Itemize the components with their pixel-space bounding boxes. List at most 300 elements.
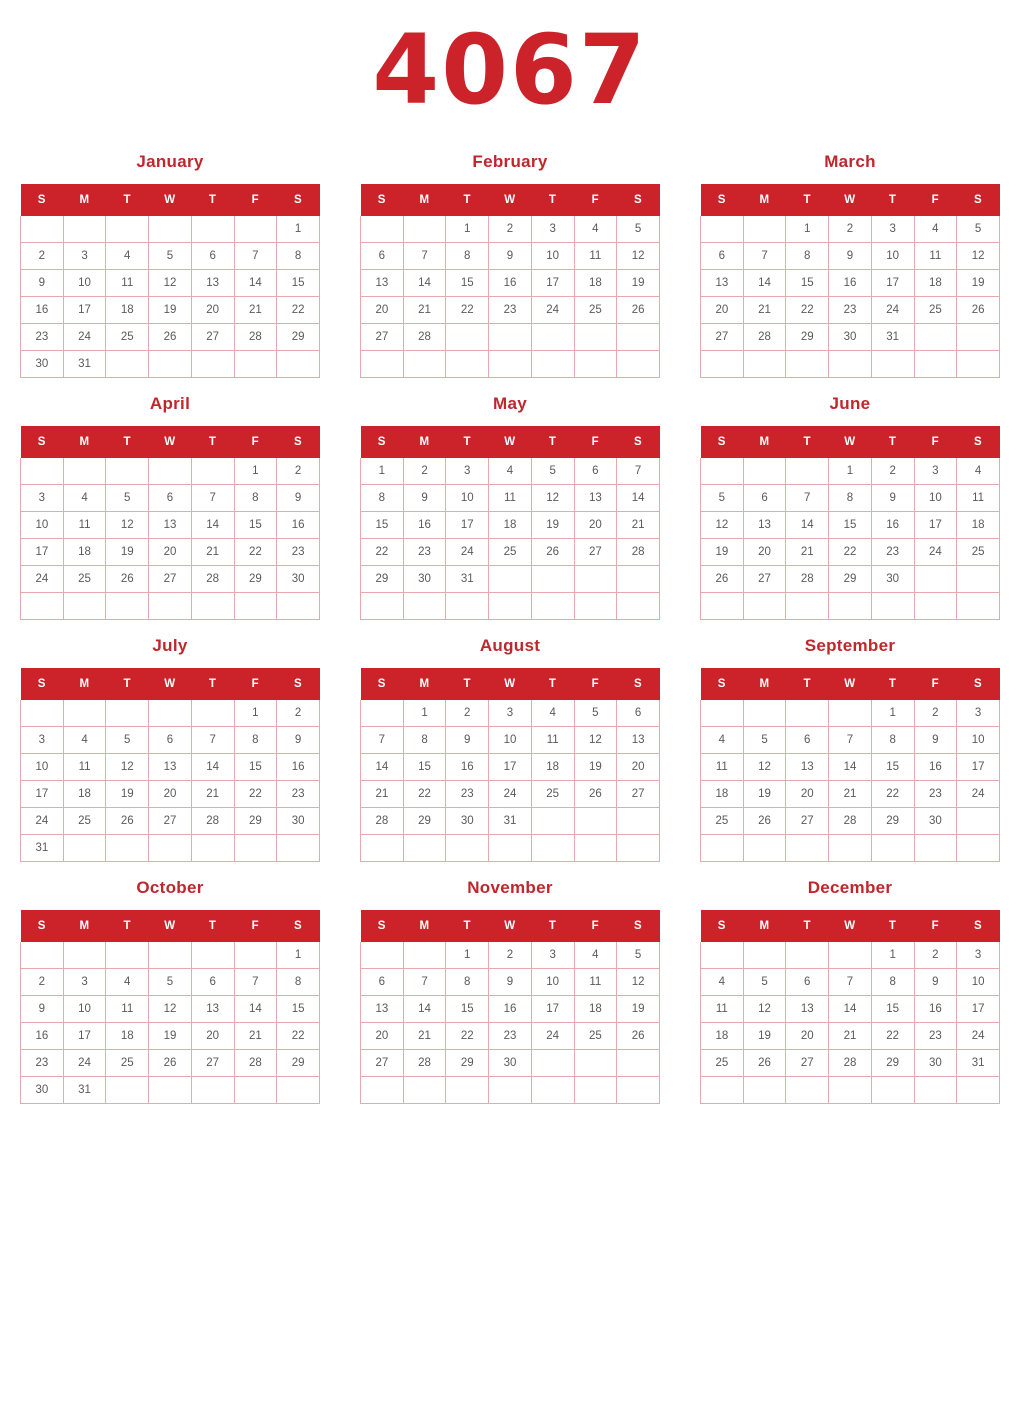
day-cell[interactable]: 26 [531,539,574,566]
day-cell[interactable]: 16 [871,512,914,539]
day-cell[interactable]: 13 [617,727,660,754]
day-cell[interactable]: 12 [617,243,660,270]
day-cell[interactable]: 26 [701,566,744,593]
day-cell[interactable]: 31 [957,1050,1000,1077]
day-cell[interactable]: 25 [701,1050,744,1077]
day-cell[interactable]: 23 [914,781,957,808]
day-cell[interactable]: 5 [149,243,192,270]
day-cell[interactable]: 8 [871,727,914,754]
day-cell[interactable]: 13 [361,270,404,297]
day-cell[interactable]: 2 [21,969,64,996]
day-cell[interactable]: 12 [149,270,192,297]
day-cell[interactable]: 12 [574,727,617,754]
day-cell[interactable]: 12 [106,754,149,781]
day-cell[interactable]: 4 [957,458,1000,485]
day-cell[interactable]: 22 [403,781,446,808]
day-cell[interactable]: 15 [234,754,277,781]
day-cell[interactable]: 11 [701,754,744,781]
day-cell[interactable]: 3 [63,969,106,996]
day-cell[interactable]: 2 [829,216,872,243]
day-cell[interactable]: 8 [234,727,277,754]
day-cell[interactable]: 19 [149,297,192,324]
day-cell[interactable]: 2 [21,243,64,270]
day-cell[interactable]: 14 [786,512,829,539]
day-cell[interactable]: 30 [489,1050,532,1077]
day-cell[interactable]: 21 [191,781,234,808]
day-cell[interactable]: 18 [531,754,574,781]
day-cell[interactable]: 23 [489,297,532,324]
day-cell[interactable]: 25 [63,566,106,593]
day-cell[interactable]: 16 [914,996,957,1023]
day-cell[interactable]: 23 [403,539,446,566]
day-cell[interactable]: 18 [489,512,532,539]
day-cell[interactable]: 29 [361,566,404,593]
day-cell[interactable]: 17 [63,297,106,324]
day-cell[interactable]: 8 [234,485,277,512]
day-cell[interactable]: 6 [617,700,660,727]
day-cell[interactable]: 26 [743,808,786,835]
day-cell[interactable]: 22 [361,539,404,566]
day-cell[interactable]: 17 [957,754,1000,781]
day-cell[interactable]: 28 [403,1050,446,1077]
day-cell[interactable]: 19 [743,781,786,808]
day-cell[interactable]: 4 [574,216,617,243]
day-cell[interactable]: 2 [914,700,957,727]
day-cell[interactable]: 20 [786,1023,829,1050]
day-cell[interactable]: 6 [361,969,404,996]
day-cell[interactable]: 7 [829,969,872,996]
day-cell[interactable]: 18 [701,1023,744,1050]
day-cell[interactable]: 26 [106,566,149,593]
day-cell[interactable]: 24 [871,297,914,324]
day-cell[interactable]: 23 [21,1050,64,1077]
day-cell[interactable]: 2 [489,942,532,969]
day-cell[interactable]: 25 [106,1050,149,1077]
day-cell[interactable]: 20 [191,297,234,324]
day-cell[interactable]: 17 [63,1023,106,1050]
day-cell[interactable]: 6 [574,458,617,485]
day-cell[interactable]: 3 [957,942,1000,969]
day-cell[interactable]: 4 [914,216,957,243]
day-cell[interactable]: 17 [489,754,532,781]
day-cell[interactable]: 11 [957,485,1000,512]
day-cell[interactable]: 18 [957,512,1000,539]
day-cell[interactable]: 22 [277,297,320,324]
day-cell[interactable]: 14 [617,485,660,512]
day-cell[interactable]: 13 [191,996,234,1023]
day-cell[interactable]: 7 [617,458,660,485]
day-cell[interactable]: 29 [277,324,320,351]
day-cell[interactable]: 15 [829,512,872,539]
day-cell[interactable]: 1 [234,700,277,727]
day-cell[interactable]: 14 [403,270,446,297]
day-cell[interactable]: 30 [914,808,957,835]
day-cell[interactable]: 20 [701,297,744,324]
day-cell[interactable]: 22 [786,297,829,324]
day-cell[interactable]: 1 [446,216,489,243]
day-cell[interactable]: 11 [63,512,106,539]
day-cell[interactable]: 30 [871,566,914,593]
day-cell[interactable]: 5 [574,700,617,727]
day-cell[interactable]: 8 [361,485,404,512]
day-cell[interactable]: 9 [489,969,532,996]
day-cell[interactable]: 9 [914,969,957,996]
day-cell[interactable]: 18 [574,996,617,1023]
day-cell[interactable]: 10 [446,485,489,512]
day-cell[interactable]: 14 [829,754,872,781]
day-cell[interactable]: 10 [957,727,1000,754]
day-cell[interactable]: 25 [106,324,149,351]
day-cell[interactable]: 20 [617,754,660,781]
day-cell[interactable]: 19 [531,512,574,539]
day-cell[interactable]: 29 [234,808,277,835]
day-cell[interactable]: 14 [191,754,234,781]
day-cell[interactable]: 3 [871,216,914,243]
day-cell[interactable]: 13 [574,485,617,512]
day-cell[interactable]: 7 [234,243,277,270]
day-cell[interactable]: 24 [914,539,957,566]
day-cell[interactable]: 4 [106,969,149,996]
day-cell[interactable]: 24 [63,1050,106,1077]
day-cell[interactable]: 25 [914,297,957,324]
day-cell[interactable]: 23 [914,1023,957,1050]
day-cell[interactable]: 3 [531,216,574,243]
day-cell[interactable]: 5 [531,458,574,485]
day-cell[interactable]: 26 [149,324,192,351]
day-cell[interactable]: 21 [234,297,277,324]
day-cell[interactable]: 12 [106,512,149,539]
day-cell[interactable]: 27 [617,781,660,808]
day-cell[interactable]: 10 [489,727,532,754]
day-cell[interactable]: 22 [234,539,277,566]
day-cell[interactable]: 18 [701,781,744,808]
day-cell[interactable]: 14 [191,512,234,539]
day-cell[interactable]: 23 [871,539,914,566]
day-cell[interactable]: 13 [786,996,829,1023]
day-cell[interactable]: 18 [574,270,617,297]
day-cell[interactable]: 16 [21,297,64,324]
day-cell[interactable]: 27 [701,324,744,351]
day-cell[interactable]: 11 [914,243,957,270]
day-cell[interactable]: 9 [21,996,64,1023]
day-cell[interactable]: 22 [871,781,914,808]
day-cell[interactable]: 13 [786,754,829,781]
day-cell[interactable]: 4 [63,485,106,512]
day-cell[interactable]: 14 [743,270,786,297]
day-cell[interactable]: 14 [829,996,872,1023]
day-cell[interactable]: 25 [489,539,532,566]
day-cell[interactable]: 12 [701,512,744,539]
day-cell[interactable]: 15 [277,996,320,1023]
day-cell[interactable]: 17 [957,996,1000,1023]
day-cell[interactable]: 3 [957,700,1000,727]
day-cell[interactable]: 2 [277,700,320,727]
day-cell[interactable]: 6 [191,243,234,270]
day-cell[interactable]: 25 [957,539,1000,566]
day-cell[interactable]: 22 [829,539,872,566]
day-cell[interactable]: 31 [63,351,106,378]
day-cell[interactable]: 19 [106,539,149,566]
day-cell[interactable]: 12 [531,485,574,512]
day-cell[interactable]: 22 [446,1023,489,1050]
day-cell[interactable]: 24 [21,566,64,593]
day-cell[interactable]: 31 [489,808,532,835]
day-cell[interactable]: 4 [701,727,744,754]
day-cell[interactable]: 30 [829,324,872,351]
day-cell[interactable]: 1 [871,942,914,969]
day-cell[interactable]: 27 [191,1050,234,1077]
day-cell[interactable]: 21 [234,1023,277,1050]
day-cell[interactable]: 10 [63,270,106,297]
day-cell[interactable]: 31 [21,835,64,862]
day-cell[interactable]: 18 [63,781,106,808]
day-cell[interactable]: 25 [701,808,744,835]
day-cell[interactable]: 24 [957,1023,1000,1050]
day-cell[interactable]: 23 [277,539,320,566]
day-cell[interactable]: 13 [191,270,234,297]
day-cell[interactable]: 15 [403,754,446,781]
day-cell[interactable]: 12 [957,243,1000,270]
day-cell[interactable]: 4 [106,243,149,270]
day-cell[interactable]: 18 [914,270,957,297]
day-cell[interactable]: 19 [957,270,1000,297]
day-cell[interactable]: 1 [871,700,914,727]
day-cell[interactable]: 5 [106,727,149,754]
day-cell[interactable]: 15 [871,996,914,1023]
day-cell[interactable]: 28 [234,1050,277,1077]
day-cell[interactable]: 27 [149,808,192,835]
day-cell[interactable]: 22 [277,1023,320,1050]
day-cell[interactable]: 11 [106,270,149,297]
day-cell[interactable]: 25 [574,297,617,324]
day-cell[interactable]: 8 [871,969,914,996]
day-cell[interactable]: 9 [829,243,872,270]
day-cell[interactable]: 4 [574,942,617,969]
day-cell[interactable]: 8 [786,243,829,270]
day-cell[interactable]: 11 [531,727,574,754]
day-cell[interactable]: 27 [786,1050,829,1077]
day-cell[interactable]: 7 [191,485,234,512]
day-cell[interactable]: 26 [106,808,149,835]
day-cell[interactable]: 29 [446,1050,489,1077]
day-cell[interactable]: 24 [21,808,64,835]
day-cell[interactable]: 4 [531,700,574,727]
day-cell[interactable]: 9 [489,243,532,270]
day-cell[interactable]: 16 [829,270,872,297]
day-cell[interactable]: 21 [403,1023,446,1050]
day-cell[interactable]: 20 [574,512,617,539]
day-cell[interactable]: 12 [743,996,786,1023]
day-cell[interactable]: 1 [446,942,489,969]
day-cell[interactable]: 28 [829,1050,872,1077]
day-cell[interactable]: 8 [446,243,489,270]
day-cell[interactable]: 13 [361,996,404,1023]
day-cell[interactable]: 28 [361,808,404,835]
day-cell[interactable]: 7 [786,485,829,512]
day-cell[interactable]: 8 [277,969,320,996]
day-cell[interactable]: 30 [403,566,446,593]
day-cell[interactable]: 17 [871,270,914,297]
day-cell[interactable]: 6 [149,485,192,512]
day-cell[interactable]: 2 [277,458,320,485]
day-cell[interactable]: 1 [234,458,277,485]
day-cell[interactable]: 29 [234,566,277,593]
day-cell[interactable]: 20 [786,781,829,808]
day-cell[interactable]: 16 [446,754,489,781]
day-cell[interactable]: 6 [149,727,192,754]
day-cell[interactable]: 26 [743,1050,786,1077]
day-cell[interactable]: 15 [234,512,277,539]
day-cell[interactable]: 1 [786,216,829,243]
day-cell[interactable]: 3 [63,243,106,270]
day-cell[interactable]: 28 [403,324,446,351]
day-cell[interactable]: 25 [63,808,106,835]
day-cell[interactable]: 14 [234,270,277,297]
day-cell[interactable]: 29 [871,1050,914,1077]
day-cell[interactable]: 3 [489,700,532,727]
day-cell[interactable]: 24 [63,324,106,351]
day-cell[interactable]: 29 [786,324,829,351]
day-cell[interactable]: 29 [829,566,872,593]
day-cell[interactable]: 15 [361,512,404,539]
day-cell[interactable]: 27 [361,1050,404,1077]
day-cell[interactable]: 4 [63,727,106,754]
day-cell[interactable]: 16 [277,754,320,781]
day-cell[interactable]: 22 [234,781,277,808]
day-cell[interactable]: 19 [106,781,149,808]
day-cell[interactable]: 26 [617,1023,660,1050]
day-cell[interactable]: 25 [574,1023,617,1050]
day-cell[interactable]: 28 [191,808,234,835]
day-cell[interactable]: 26 [617,297,660,324]
day-cell[interactable]: 20 [361,297,404,324]
day-cell[interactable]: 16 [489,996,532,1023]
day-cell[interactable]: 3 [21,485,64,512]
day-cell[interactable]: 2 [914,942,957,969]
day-cell[interactable]: 6 [191,969,234,996]
day-cell[interactable]: 15 [277,270,320,297]
day-cell[interactable]: 28 [743,324,786,351]
day-cell[interactable]: 5 [957,216,1000,243]
day-cell[interactable]: 11 [574,969,617,996]
day-cell[interactable]: 30 [277,808,320,835]
day-cell[interactable]: 19 [617,270,660,297]
day-cell[interactable]: 29 [277,1050,320,1077]
day-cell[interactable]: 16 [21,1023,64,1050]
day-cell[interactable]: 18 [106,297,149,324]
day-cell[interactable]: 24 [531,1023,574,1050]
day-cell[interactable]: 3 [21,727,64,754]
day-cell[interactable]: 27 [149,566,192,593]
day-cell[interactable]: 21 [829,781,872,808]
day-cell[interactable]: 15 [446,270,489,297]
day-cell[interactable]: 3 [914,458,957,485]
day-cell[interactable]: 9 [871,485,914,512]
day-cell[interactable]: 10 [63,996,106,1023]
day-cell[interactable]: 28 [786,566,829,593]
day-cell[interactable]: 20 [191,1023,234,1050]
day-cell[interactable]: 9 [277,485,320,512]
day-cell[interactable]: 1 [277,216,320,243]
day-cell[interactable]: 23 [277,781,320,808]
day-cell[interactable]: 29 [403,808,446,835]
day-cell[interactable]: 24 [489,781,532,808]
day-cell[interactable]: 9 [403,485,446,512]
day-cell[interactable]: 27 [786,808,829,835]
day-cell[interactable]: 6 [701,243,744,270]
day-cell[interactable]: 19 [574,754,617,781]
day-cell[interactable]: 22 [446,297,489,324]
day-cell[interactable]: 21 [361,781,404,808]
day-cell[interactable]: 7 [361,727,404,754]
day-cell[interactable]: 27 [743,566,786,593]
day-cell[interactable]: 26 [957,297,1000,324]
day-cell[interactable]: 11 [701,996,744,1023]
day-cell[interactable]: 20 [149,781,192,808]
day-cell[interactable]: 21 [191,539,234,566]
day-cell[interactable]: 19 [743,1023,786,1050]
day-cell[interactable]: 1 [361,458,404,485]
day-cell[interactable]: 9 [446,727,489,754]
day-cell[interactable]: 6 [786,969,829,996]
day-cell[interactable]: 3 [531,942,574,969]
day-cell[interactable]: 6 [786,727,829,754]
day-cell[interactable]: 13 [701,270,744,297]
day-cell[interactable]: 10 [871,243,914,270]
day-cell[interactable]: 5 [743,727,786,754]
day-cell[interactable]: 13 [149,512,192,539]
day-cell[interactable]: 21 [829,1023,872,1050]
day-cell[interactable]: 13 [743,512,786,539]
day-cell[interactable]: 23 [21,324,64,351]
day-cell[interactable]: 5 [743,969,786,996]
day-cell[interactable]: 8 [829,485,872,512]
day-cell[interactable]: 7 [403,243,446,270]
day-cell[interactable]: 19 [701,539,744,566]
day-cell[interactable]: 8 [403,727,446,754]
day-cell[interactable]: 18 [106,1023,149,1050]
day-cell[interactable]: 27 [191,324,234,351]
day-cell[interactable]: 11 [63,754,106,781]
day-cell[interactable]: 10 [531,969,574,996]
day-cell[interactable]: 25 [531,781,574,808]
day-cell[interactable]: 21 [403,297,446,324]
day-cell[interactable]: 24 [446,539,489,566]
day-cell[interactable]: 21 [786,539,829,566]
day-cell[interactable]: 1 [829,458,872,485]
day-cell[interactable]: 12 [743,754,786,781]
day-cell[interactable]: 30 [21,351,64,378]
day-cell[interactable]: 2 [403,458,446,485]
day-cell[interactable]: 5 [617,216,660,243]
day-cell[interactable]: 28 [191,566,234,593]
day-cell[interactable]: 5 [106,485,149,512]
day-cell[interactable]: 10 [957,969,1000,996]
day-cell[interactable]: 10 [21,754,64,781]
day-cell[interactable]: 22 [871,1023,914,1050]
day-cell[interactable]: 2 [446,700,489,727]
day-cell[interactable]: 7 [743,243,786,270]
day-cell[interactable]: 8 [446,969,489,996]
day-cell[interactable]: 20 [149,539,192,566]
day-cell[interactable]: 24 [957,781,1000,808]
day-cell[interactable]: 6 [743,485,786,512]
day-cell[interactable]: 6 [361,243,404,270]
day-cell[interactable]: 27 [361,324,404,351]
day-cell[interactable]: 5 [617,942,660,969]
day-cell[interactable]: 15 [446,996,489,1023]
day-cell[interactable]: 3 [446,458,489,485]
